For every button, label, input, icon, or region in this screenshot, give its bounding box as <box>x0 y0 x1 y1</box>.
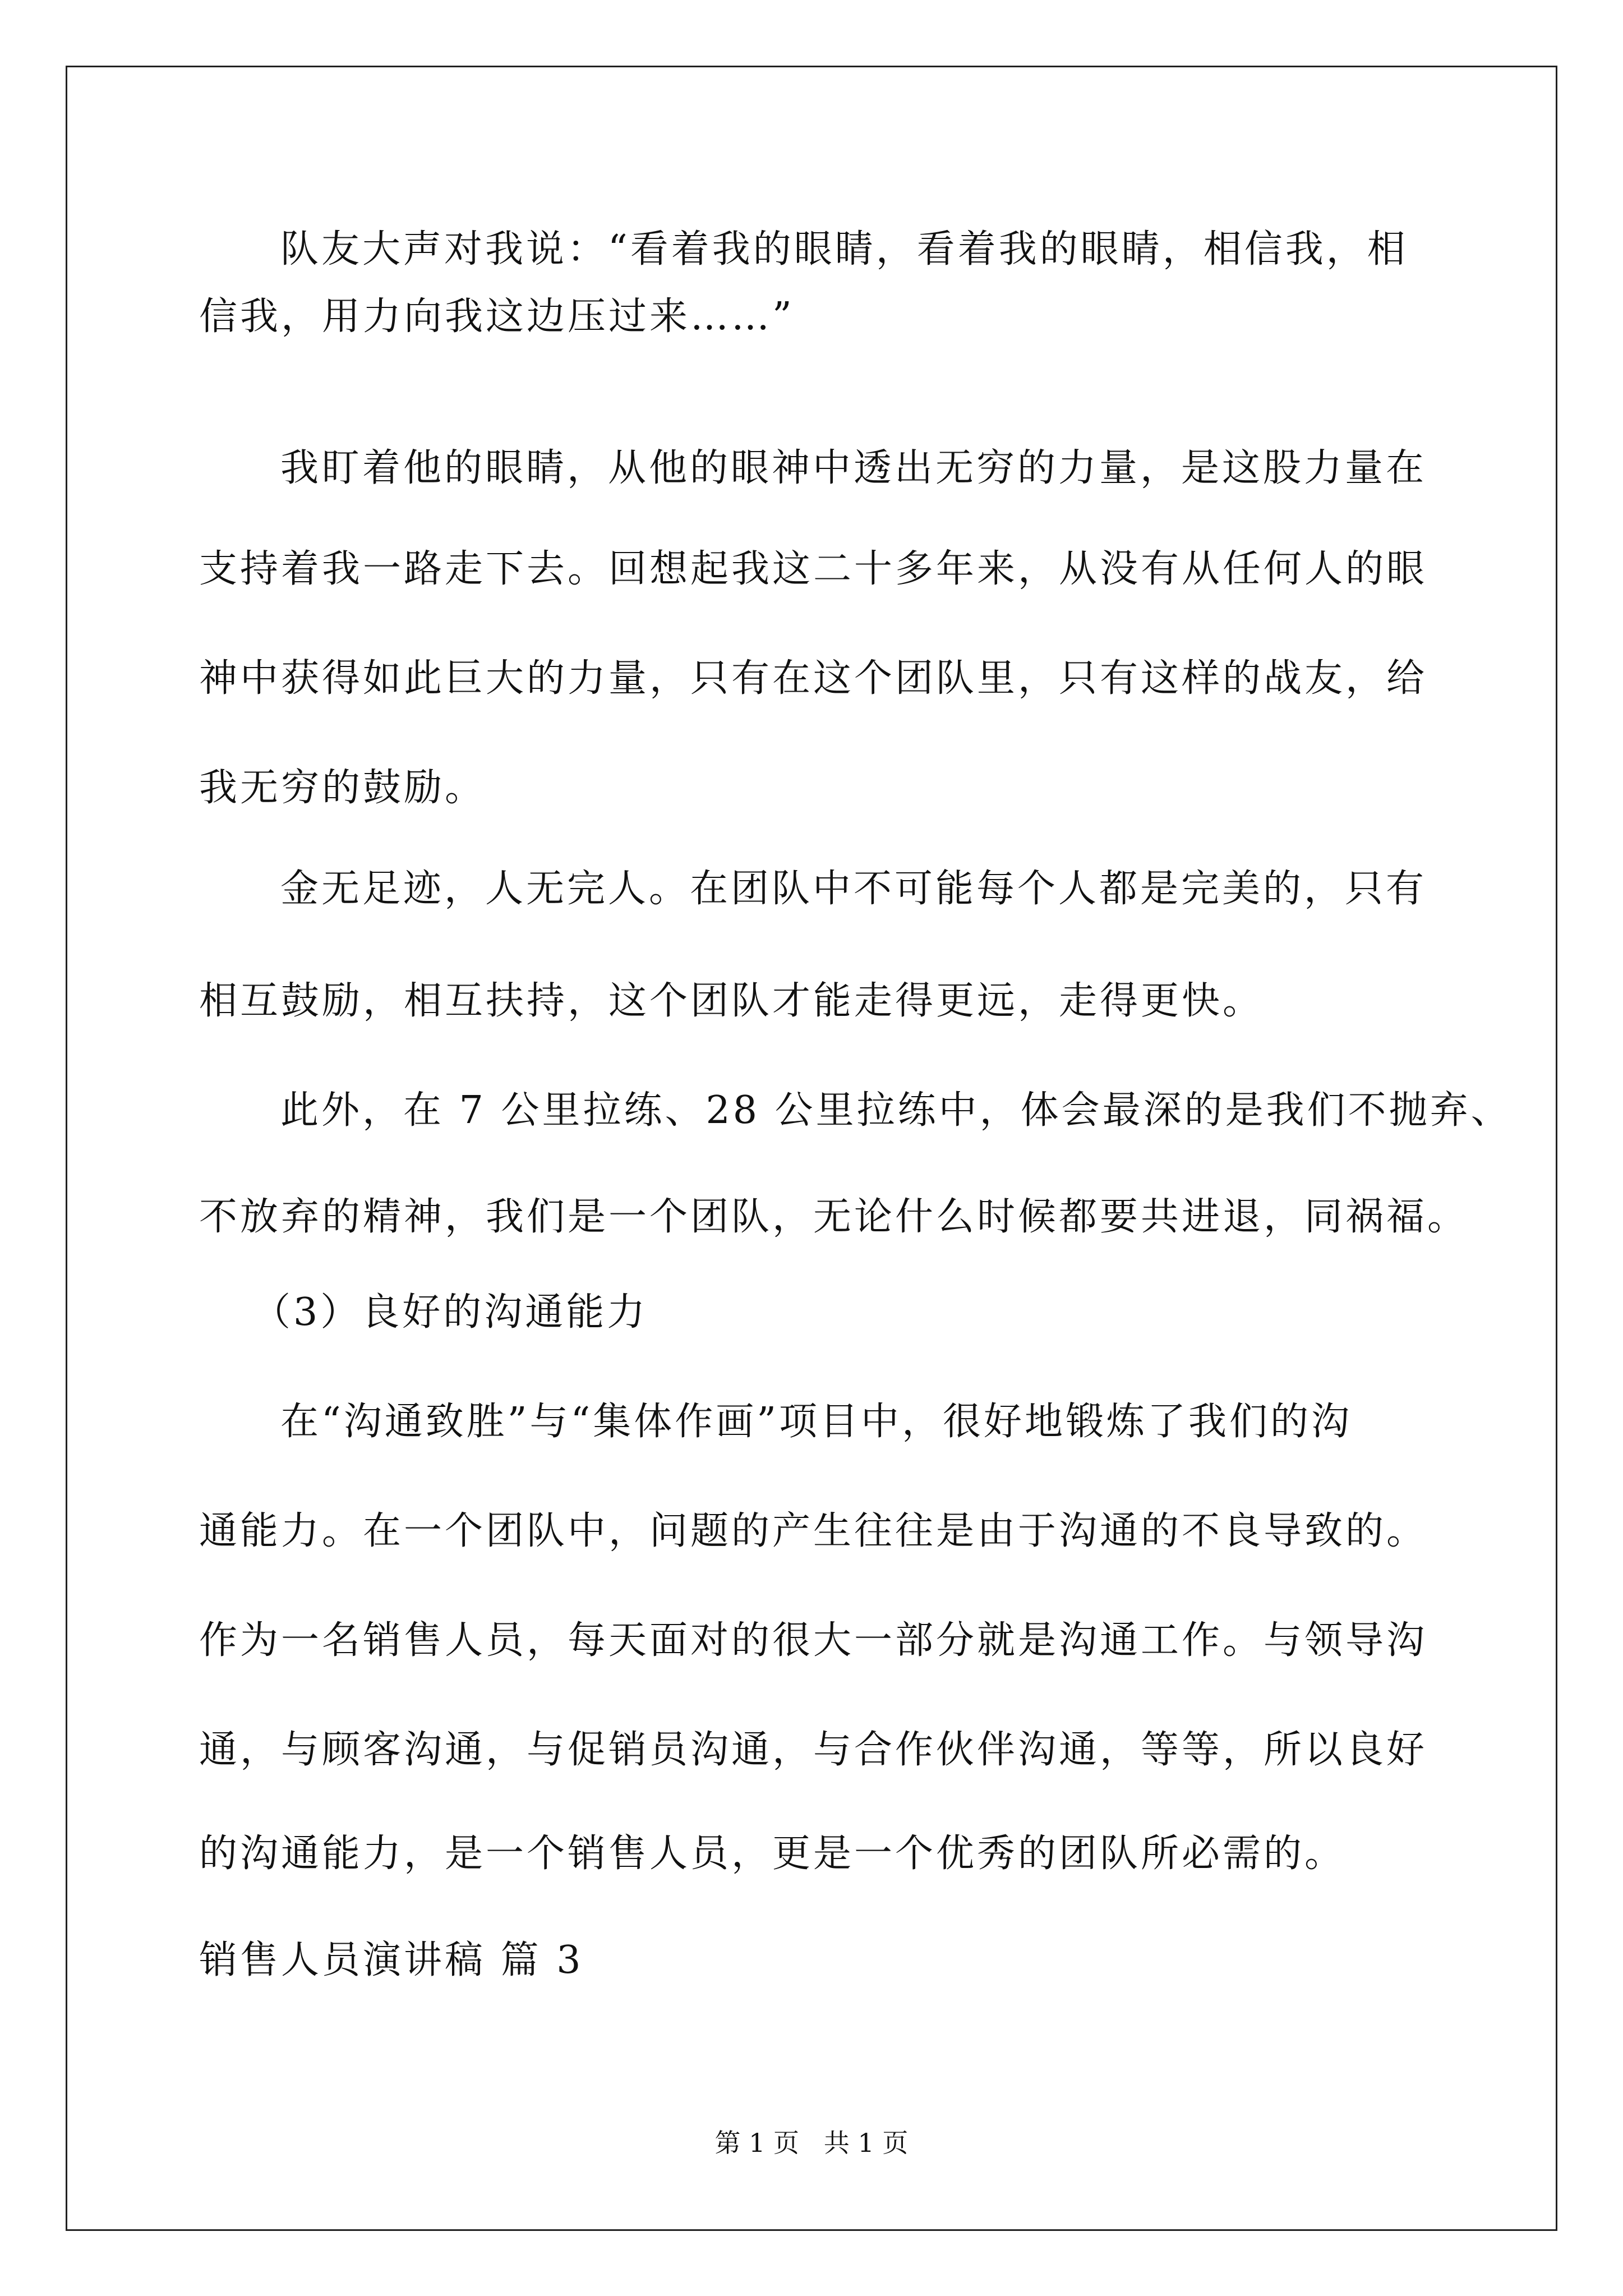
paragraph-2-line-3: 神中获得如此巨大的力量，只有在这个团队里，只有这样的战友，给 <box>199 656 1428 701</box>
next-section-title: 销售人员演讲稿 篇 3 <box>199 1938 584 1982</box>
paragraph-5-line-1: 在“沟通致胜”与“集体作画”项目中，很好地锻炼了我们的沟 <box>280 1400 1353 1444</box>
page-border <box>66 66 1557 2231</box>
paragraph-4-line-2: 不放弃的精神，我们是一个团队，无论什么时候都要共进退，同祸福。 <box>199 1195 1469 1239</box>
paragraph-5-line-5: 的沟通能力，是一个销售人员，更是一个优秀的团队所必需的。 <box>199 1832 1346 1876</box>
paragraph-5-line-4: 通，与顾客沟通，与促销员沟通，与合作伙伴沟通，等等，所以良好 <box>199 1728 1428 1772</box>
paragraph-2-line-4: 我无穷的鼓励。 <box>199 766 486 810</box>
paragraph-3-line-2: 相互鼓励，相互扶持，这个团队才能走得更远，走得更快。 <box>199 979 1264 1023</box>
paragraph-2-line-2: 支持着我一路走下去。回想起我这二十多年来，从没有从任何人的眼 <box>199 547 1428 591</box>
paragraph-5-line-3: 作为一名销售人员，每天面对的很大一部分就是沟通工作。与领导沟 <box>199 1618 1428 1663</box>
paragraph-3-line-1: 金无足迹，人无完人。在团队中不可能每个人都是完美的，只有 <box>280 867 1427 911</box>
page-footer: 第 1 页 共 1 页 <box>714 2128 909 2158</box>
paragraph-1-line-2: 信我，用力向我这边压过来……” <box>199 295 795 339</box>
paragraph-2-line-1: 我盯着他的眼睛，从他的眼神中透出无穷的力量，是这股力量在 <box>280 446 1427 490</box>
paragraph-5-line-2: 通能力。在一个团队中，问题的产生往往是由于沟通的不良导致的。 <box>199 1509 1428 1553</box>
section-heading: （3）良好的沟通能力 <box>252 1290 648 1335</box>
paragraph-4-line-1: 此外，在 7 公里拉练、28 公里拉练中，体会最深的是我们不抛弃、 <box>280 1088 1512 1133</box>
paragraph-1-line-1: 队友大声对我说：“看着我的眼睛，看着我的眼睛，相信我，相 <box>280 227 1408 272</box>
